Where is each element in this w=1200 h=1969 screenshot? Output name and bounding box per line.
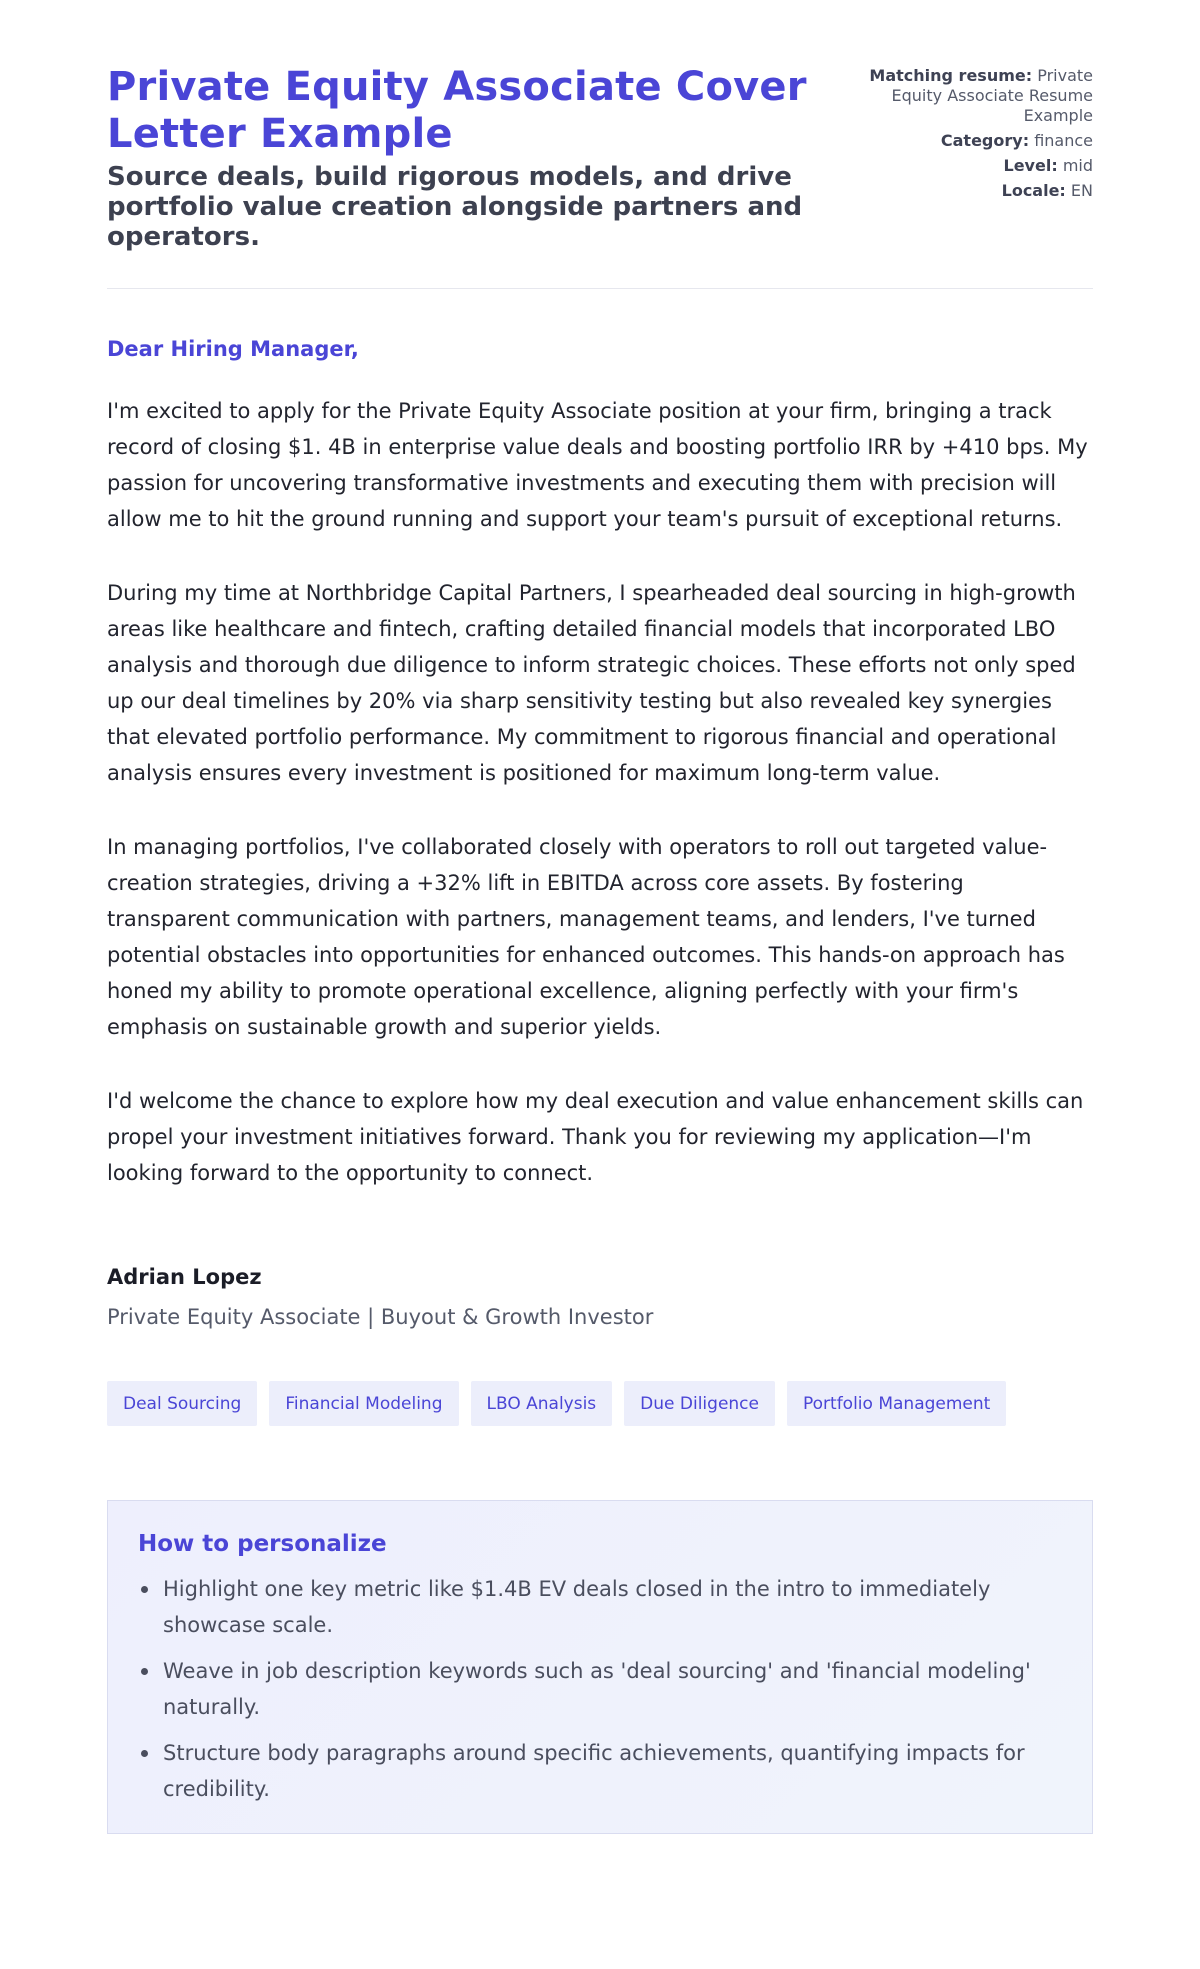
tip-text: Highlight one key metric like $1.4B EV deals closed in the intro to immediately showcase scale. bbox=[163, 1577, 991, 1637]
bullet-icon bbox=[141, 1668, 148, 1675]
skill-tag: LBO Analysis bbox=[471, 1381, 613, 1426]
document-header bbox=[107, 0, 1093, 289]
bullet-icon bbox=[141, 1750, 148, 1757]
skill-tag: Portfolio Management bbox=[787, 1381, 1006, 1426]
tips-list bbox=[138, 1571, 1062, 1807]
meta-locale bbox=[823, 181, 1093, 201]
meta-value: finance bbox=[1034, 131, 1093, 150]
tip-text: Weave in job description keywords such as 'deal sourcing' and 'financial modeling' naturally. bbox=[163, 1659, 1031, 1719]
letter-body bbox=[107, 335, 1093, 1331]
header-title-block bbox=[107, 64, 807, 252]
letter-paragraph: I'd welcome the chance to explore how my deal execution and value enhancement skills can propel your investment initiatives forward. Thank you for reviewing my application—I'm looking forward to the opportunity to connect. bbox=[107, 1089, 1084, 1185]
signature-role: Private Equity Associate | Buyout & Growth Investor bbox=[107, 1305, 654, 1329]
letter-greeting: Dear Hiring Manager, bbox=[107, 337, 359, 361]
letter-paragraph: During my time at Northbridge Capital Partners, I spearheaded deal sourcing in high-growth areas like healthcare and fintech, crafting detailed financial models that incorporated LBO analysis and thorough due diligence to inform strategic choices. These efforts not only sped up our deal timelines by 20% via sharp sensitivity testing but also revealed key synergies that elevated portfolio performance. My commitment to rigorous financial and operational analysis ensures every investment is positioned for maximum long-term value. bbox=[107, 581, 1076, 785]
meta-label: Level: bbox=[1003, 156, 1058, 175]
tip-item bbox=[138, 1571, 1062, 1643]
signature-name: Adrian Lopez bbox=[107, 1265, 262, 1289]
meta-label: Category: bbox=[940, 131, 1030, 150]
meta-label: Locale: bbox=[1001, 181, 1066, 200]
page-subtitle: Source deals, build rigorous models, and drive portfolio value creation alongside partners and operators. bbox=[107, 162, 803, 252]
bullet-icon bbox=[141, 1586, 148, 1593]
skill-tag: Deal Sourcing bbox=[107, 1381, 257, 1426]
tip-item bbox=[138, 1653, 1062, 1725]
meta-level bbox=[823, 156, 1093, 176]
tips-title: How to personalize bbox=[138, 1531, 387, 1557]
skill-tag: Financial Modeling bbox=[269, 1381, 458, 1426]
meta-category bbox=[823, 131, 1093, 151]
meta-value: EN bbox=[1070, 181, 1093, 200]
skill-tags bbox=[107, 1381, 1093, 1426]
meta-value: mid bbox=[1062, 156, 1093, 175]
skill-tag: Due Diligence bbox=[624, 1381, 775, 1426]
letter-paragraph: In managing portfolios, I've collaborated closely with operators to roll out targeted value-creation strategies, driving a +32% lift in EBITDA across core assets. By fostering transparent communication with partners, management teams, and lenders, I've turned potential obstacles into opportunities for enhanced outcomes. This hands-on approach has honed my ability to promote operational excellence, aligning perfectly with your firm's emphasis on sustainable growth and superior yields. bbox=[107, 835, 1065, 1039]
tip-text: Structure body paragraphs around specific achievements, quantifying impacts for credibility. bbox=[163, 1741, 1025, 1801]
tip-item bbox=[138, 1735, 1062, 1807]
page-title: Private Equity Associate Cover Letter Example bbox=[107, 64, 807, 157]
meta-matching-resume bbox=[823, 66, 1093, 126]
personalize-tips-box bbox=[107, 1500, 1093, 1834]
metadata-panel bbox=[823, 64, 1093, 206]
letter-paragraph: I'm excited to apply for the Private Equity Associate position at your firm, bringing a track record of closing $1. 4B in enterprise value deals and boosting portfolio IRR by +410 bps. My passion for uncovering transformative investments and executing them with precision will allow me to hit the ground running and support your team's pursuit of exceptional returns. bbox=[107, 399, 1088, 531]
meta-value: Private Equity Associate Resume Example bbox=[891, 66, 1093, 125]
meta-label: Matching resume: bbox=[869, 66, 1033, 85]
